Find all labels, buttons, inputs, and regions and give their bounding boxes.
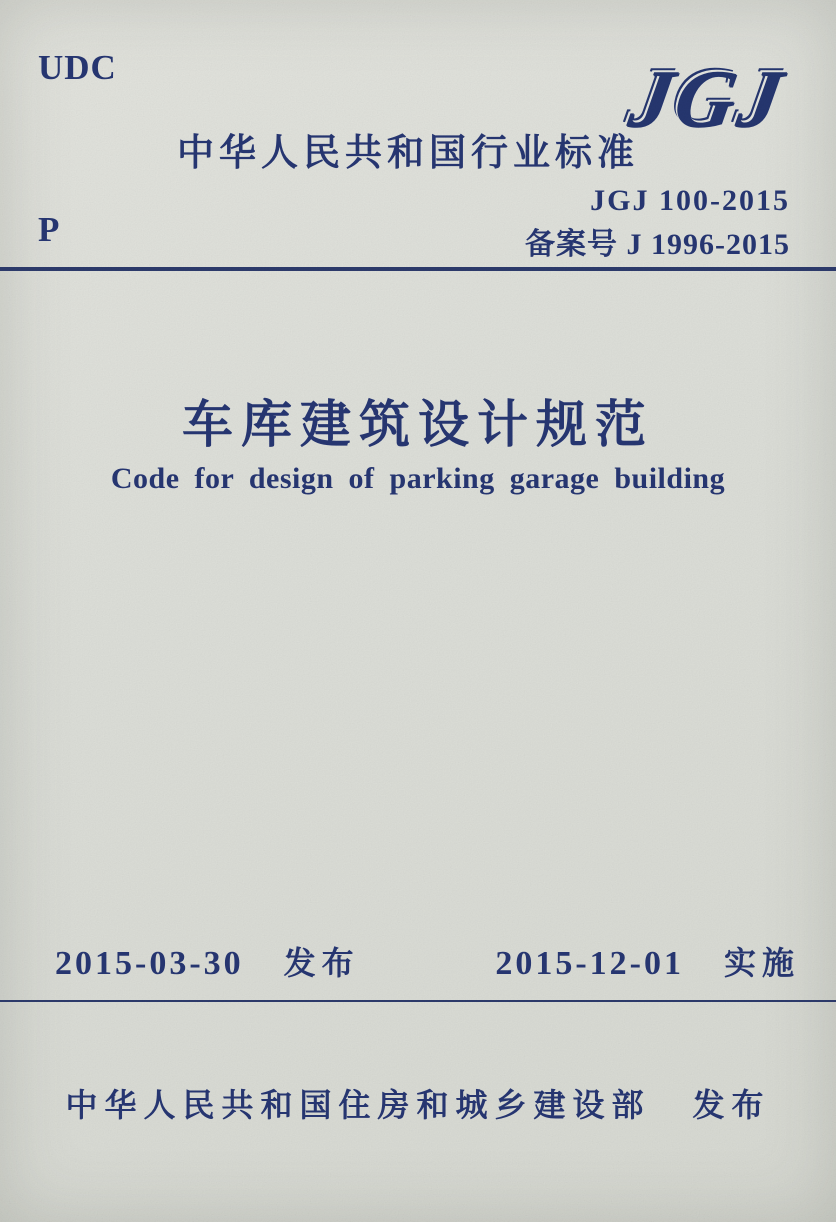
classification-code: P	[38, 210, 60, 249]
implement-date: 2015-12-01	[495, 945, 684, 982]
title-chinese: 车库建筑设计规范	[181, 398, 654, 454]
dates-row	[55, 938, 800, 984]
issue-date-group	[55, 938, 360, 984]
top-divider	[0, 267, 836, 271]
issue-label: 发布	[283, 945, 360, 981]
issue-date: 2015-03-30	[55, 945, 244, 982]
udc-label: UDC	[38, 48, 117, 87]
implement-label: 实施	[723, 945, 800, 981]
title-english: Code for design of parking garage building	[110, 462, 726, 495]
standard-type-heading: 中华人民共和国行业标准	[177, 132, 639, 173]
implement-date-group	[495, 938, 800, 984]
publisher-action: 发布	[692, 1087, 771, 1123]
publisher-row	[0, 1080, 836, 1126]
publisher-name: 中华人民共和国住房和城乡建设部	[65, 1087, 651, 1123]
bottom-divider	[0, 1000, 836, 1002]
jgj-logo: JGJ	[622, 53, 793, 144]
record-number: 备案号 J 1996-2015	[525, 228, 790, 261]
standard-number: JGJ 100-2015	[590, 184, 790, 217]
